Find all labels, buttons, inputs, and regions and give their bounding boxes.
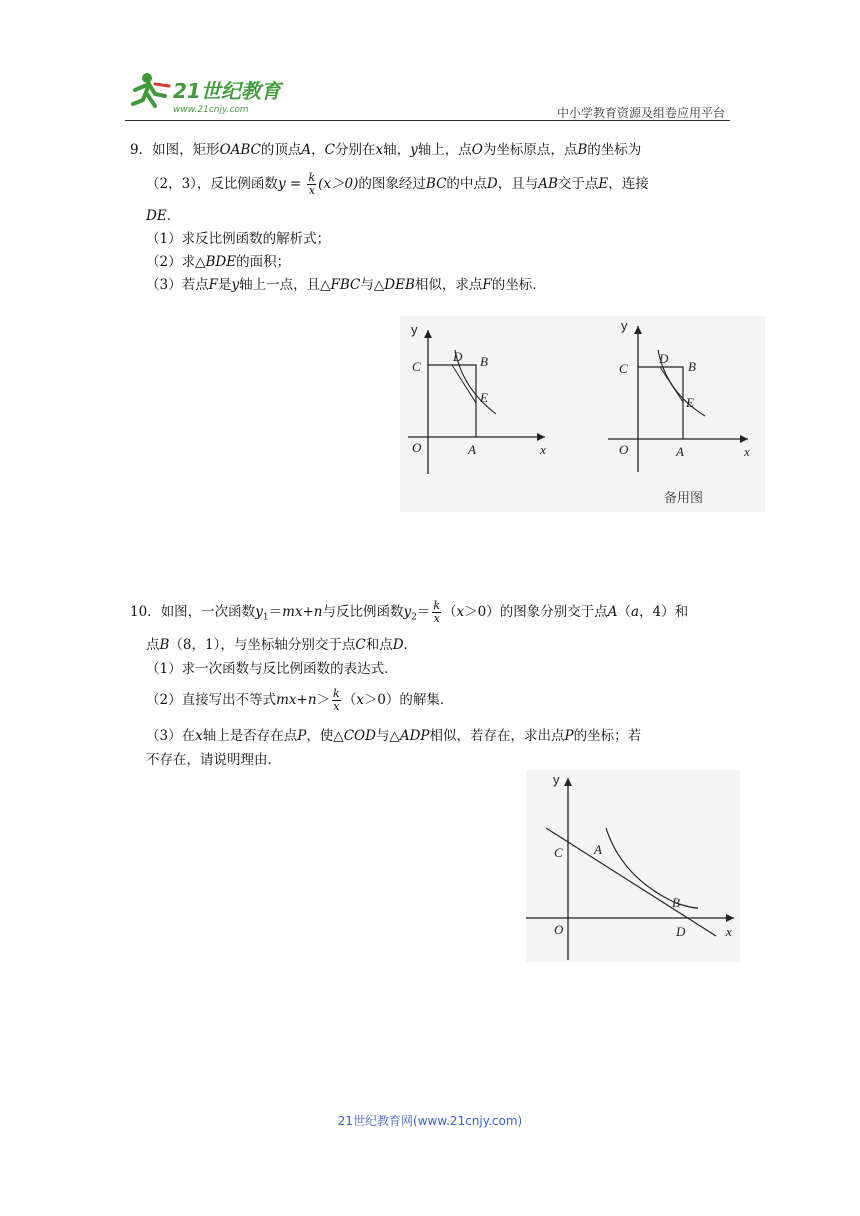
q10-sub-1: （1）求一次函数与反比例函数的表达式． [146,661,398,677]
page-footer[interactable]: 21世纪教育网(www.21cnjy.com) [337,1114,523,1128]
label-D: D [676,924,686,939]
label-C: C [619,361,628,376]
label-A: A [468,442,476,457]
q10-sub-3: （3）在x轴上是否存在点P，使△COD与△ADP相似，若存在，求出点P的坐标；若 [146,728,642,744]
label-B: B [672,895,680,910]
label-D: D [453,349,463,364]
q9-line-1: 9．如图，矩形OABC的顶点A，C分别在x轴，y轴上，点O为坐标原点，点B的坐标为 [130,142,642,158]
label-E: E [686,395,694,410]
q10-sub-3-cont: 不存在，请说明理由． [146,752,281,768]
label-B: B [688,359,696,374]
label-C: C [412,359,421,374]
q9-sub-2: （2）求△BDE的面积； [146,254,291,270]
label-x: x [540,442,546,457]
logo-text: 21世纪教育 [173,79,281,103]
label-x: x [726,924,732,939]
q10-sub-2: （2）直接写出不等式mx+n＞ $\frac{k}{x}$ （x＞0）的解集． [146,687,454,713]
label-D: D [659,351,669,366]
q9-figures [400,316,765,512]
site-title: 中小学教育资源及组卷应用平台 [556,106,725,120]
q10-fraction: $\frac{k}{x}$ [433,599,441,625]
q10-line-1: 10．如图，一次函数$y_1=mx+n$与反比例函数$y_2=$ $\frac{k}{x}$ （x＞0）的图象分别交于点A（a，4）和 [130,599,689,625]
site-logo [125,68,295,118]
q9-fraction: $\frac{k}{x}$ [308,171,316,197]
label-A: A [594,842,602,857]
q9-sub-1: （1）求反比例函数的解析式； [146,231,331,247]
label-C: C [554,845,563,860]
q9-line-2: （2，3），反比例函数y = $\frac{k}{x}$ (x＞0)的图象经过BC的中点D，且与AB交于点E，连接 [146,171,649,197]
label-A: A [676,444,684,459]
q10-sub2-fraction: $\frac{k}{x}$ [333,687,340,713]
q9-sub-3: （3）若点F是y轴上一点，且△FBC与△DEB相似，求点F的坐标． [146,277,546,293]
label-y: y [411,322,418,337]
q10-figure [526,770,740,962]
label-E: E [480,390,488,405]
q10-line-2: 点B（8，1），与坐标轴分别交于点C和点D． [146,637,418,653]
page-header [125,68,730,120]
label-x: x [744,444,750,459]
label-y: y [621,318,628,333]
logo-url: www.21cnjy.com [173,105,249,115]
label-O: O [412,440,422,455]
header-rule [125,120,730,121]
q9-line-3: DE． [146,208,181,224]
label-B: B [480,354,488,369]
label-y: y [553,772,560,787]
label-O: O [619,442,629,457]
figure-caption: 备用图 [664,491,704,506]
label-O: O [554,922,564,937]
